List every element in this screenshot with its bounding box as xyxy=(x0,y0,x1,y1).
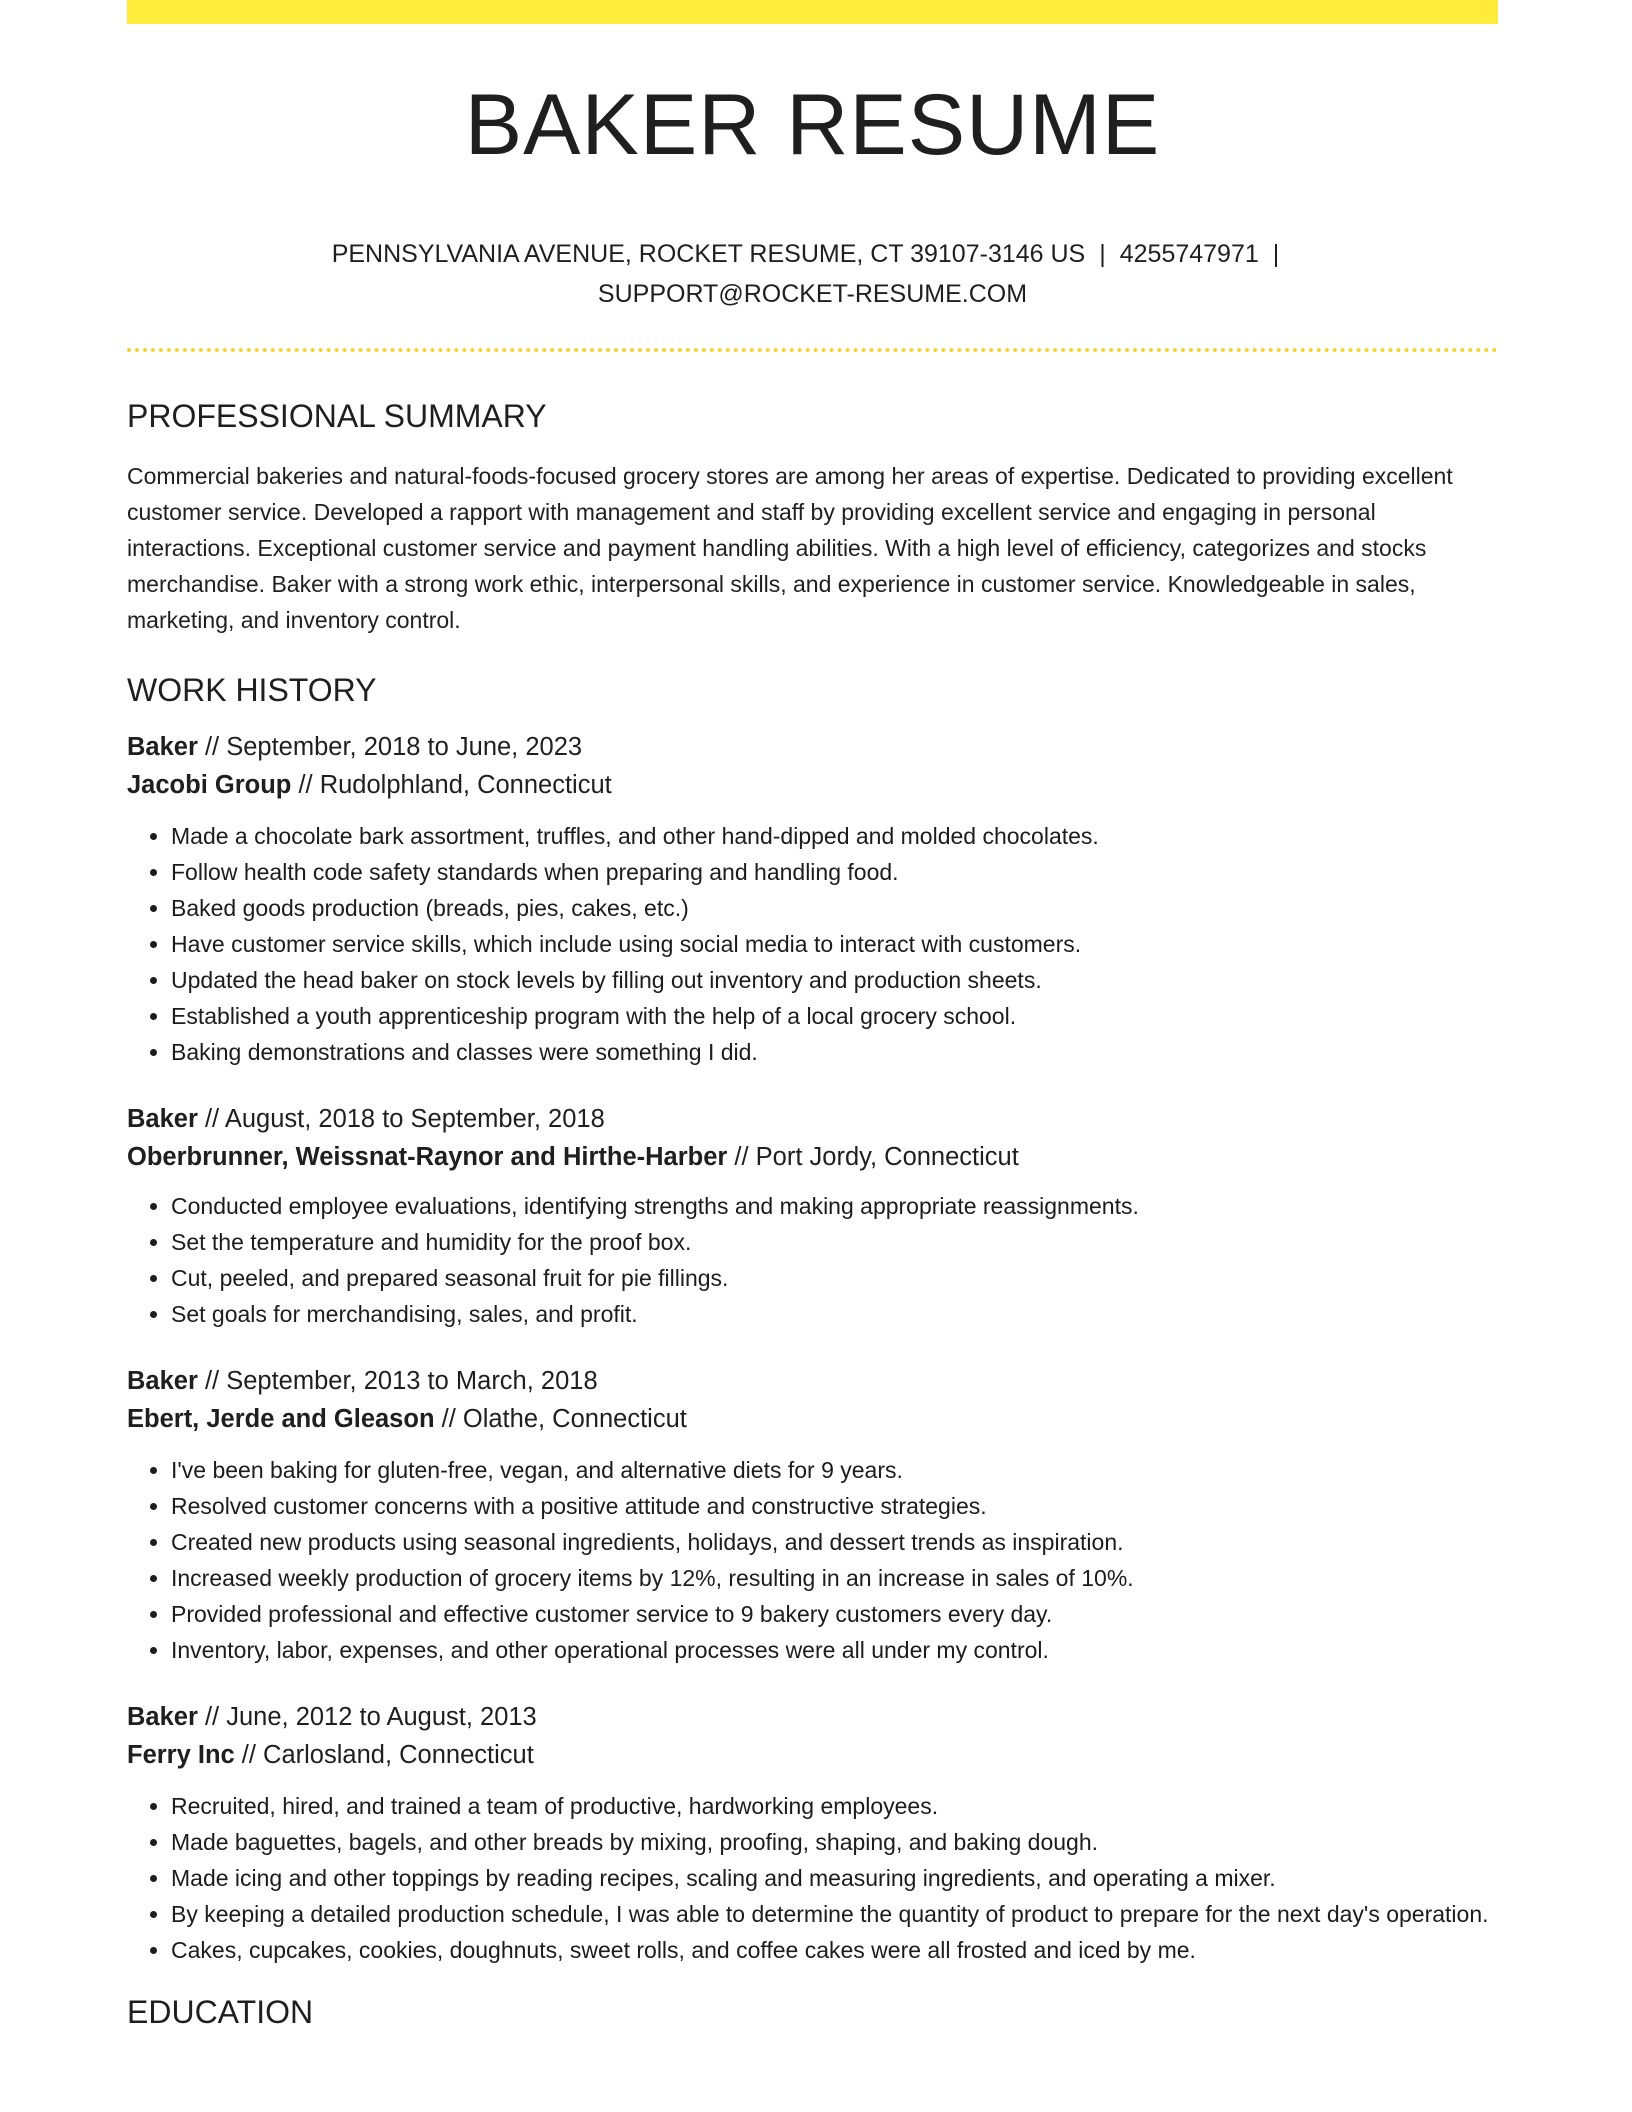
job-location: // Port Jordy, Connecticut xyxy=(727,1143,1019,1171)
job-company-line xyxy=(127,766,1498,804)
list-item: • Provided professional and effective customer service to 9 bakery customers every day. xyxy=(171,1596,1498,1632)
section-title-summary: PROFESSIONAL SUMMARY xyxy=(127,398,547,434)
job-company-line xyxy=(127,1400,1498,1438)
contact-address: PENNSYLVANIA AVENUE, ROCKET RESUME, CT 39107-3146 US xyxy=(331,240,1086,268)
list-item: • Baked goods production (breads, pies, cakes, etc.) xyxy=(171,890,1498,926)
section-title-education: EDUCATION xyxy=(127,1994,314,2030)
contact-separator: | xyxy=(1099,240,1106,268)
list-item: • Cakes, cupcakes, cookies, doughnuts, sweet rolls, and coffee cakes were all frosted and iced by me. xyxy=(171,1932,1498,1968)
job-company: Ferry Inc xyxy=(127,1741,235,1769)
list-item: • Have customer service skills, which include using social media to interact with customers. xyxy=(171,926,1498,962)
job-role: Baker xyxy=(127,1105,198,1133)
job-dates: // September, 2013 to March, 2018 xyxy=(197,1367,598,1395)
contact-info xyxy=(127,234,1498,314)
job-role-line xyxy=(127,728,1498,766)
job-list xyxy=(127,728,1498,1968)
contact-phone: 4255747971 xyxy=(1119,240,1259,268)
job-entry xyxy=(127,1362,1498,1668)
job-role: Baker xyxy=(127,1703,198,1731)
job-dates: // August, 2018 to September, 2018 xyxy=(197,1105,605,1133)
list-item: • Set the temperature and humidity for the proof box. xyxy=(171,1224,1498,1260)
resume-page xyxy=(127,0,1498,2028)
contact-email: SUPPORT@ROCKET-RESUME.COM xyxy=(597,280,1028,308)
list-item: • Increased weekly production of grocery items by 12%, resulting in an increase in sales of 10%. xyxy=(171,1560,1498,1596)
job-company: Ebert, Jerde and Gleason xyxy=(127,1405,435,1433)
job-bullets xyxy=(127,1452,1498,1668)
summary-text: Commercial bakeries and natural-foods-focused grocery stores are among her areas of expertise. Dedicated to providing excellent customer service. Developed a rapport with management and staff by providing excellent service and engaging in personal interactions. Exceptional customer service and payment handling abilities. With a high level of efficiency, categorizes and stocks merchandise. Baker with a strong work ethic, interpersonal skills, and experience in customer service. Knowledgeable in sales, marketing, and inventory control. xyxy=(127,463,1453,633)
job-role: Baker xyxy=(127,1367,198,1395)
accent-bar xyxy=(127,0,1498,24)
list-item: • Made icing and other toppings by reading recipes, scaling and measuring ingredients, and operating a mixer. xyxy=(171,1860,1498,1896)
list-item: • Baking demonstrations and classes were something I did. xyxy=(171,1034,1498,1070)
job-location: // Carlosland, Connecticut xyxy=(234,1741,534,1769)
job-dates: // September, 2018 to June, 2023 xyxy=(197,733,583,761)
job-role-line xyxy=(127,1698,1498,1736)
list-item: • Resolved customer concerns with a positive attitude and constructive strategies. xyxy=(171,1488,1498,1524)
job-role: Baker xyxy=(127,733,198,761)
job-entry xyxy=(127,1698,1498,1968)
job-location: // Olathe, Connecticut xyxy=(434,1405,687,1433)
job-bullets xyxy=(127,818,1498,1070)
list-item: • Cut, peeled, and prepared seasonal fruit for pie fillings. xyxy=(171,1260,1498,1296)
resume-name: BAKER RESUME xyxy=(464,77,1161,173)
list-item: • I've been baking for gluten-free, vegan, and alternative diets for 9 years. xyxy=(171,1452,1498,1488)
job-company-line xyxy=(127,1736,1498,1774)
list-item: • Follow health code safety standards when preparing and handling food. xyxy=(171,854,1498,890)
list-item: • Created new products using seasonal ingredients, holidays, and dessert trends as inspiration. xyxy=(171,1524,1498,1560)
job-entry xyxy=(127,1100,1498,1332)
job-bullets xyxy=(127,1788,1498,1968)
list-item: • Recruited, hired, and trained a team of productive, hardworking employees. xyxy=(171,1788,1498,1824)
job-company: Jacobi Group xyxy=(127,771,292,799)
contact-separator: | xyxy=(1272,240,1280,268)
job-company: Oberbrunner, Weissnat-Raynor and Hirthe-Harber xyxy=(127,1143,728,1171)
job-company-line xyxy=(127,1138,1498,1176)
list-item: • By keeping a detailed production schedule, I was able to determine the quantity of product to prepare for the next day's operation. xyxy=(171,1896,1498,1932)
job-role-line xyxy=(127,1362,1498,1400)
list-item: • Conducted employee evaluations, identifying strengths and making appropriate reassignments. xyxy=(171,1188,1498,1224)
job-role-line xyxy=(127,1100,1498,1138)
list-item: • Inventory, labor, expenses, and other operational processes were all under my control. xyxy=(171,1632,1498,1668)
list-item: • Made a chocolate bark assortment, truffles, and other hand-dipped and molded chocolates. xyxy=(171,818,1498,854)
job-location: // Rudolphland, Connecticut xyxy=(291,771,612,799)
job-bullets xyxy=(127,1188,1498,1332)
job-entry xyxy=(127,728,1498,1070)
list-item: • Set goals for merchandising, sales, and profit. xyxy=(171,1296,1498,1332)
list-item: • Updated the head baker on stock levels by filling out inventory and production sheets. xyxy=(171,962,1498,998)
section-title-work-history: WORK HISTORY xyxy=(127,672,377,708)
dotted-divider xyxy=(127,348,1498,352)
list-item: • Established a youth apprenticeship program with the help of a local grocery school. xyxy=(171,998,1498,1034)
job-dates: // June, 2012 to August, 2013 xyxy=(197,1703,537,1731)
list-item: • Made baguettes, bagels, and other breads by mixing, proofing, shaping, and baking dough. xyxy=(171,1824,1498,1860)
